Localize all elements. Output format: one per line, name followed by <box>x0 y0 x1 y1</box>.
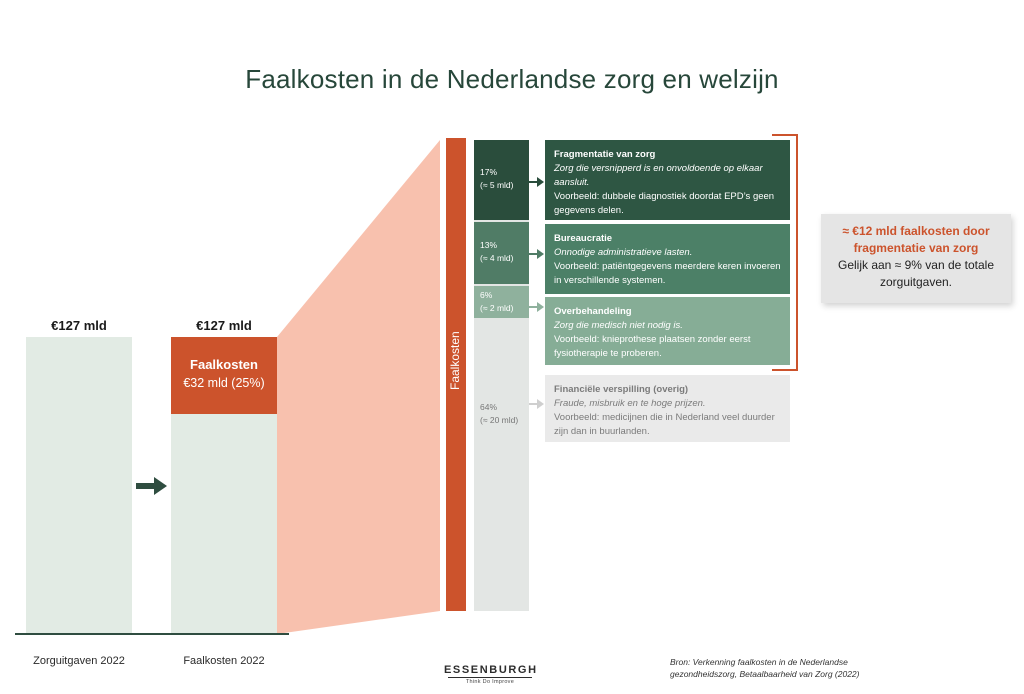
logo-divider <box>448 677 532 678</box>
card-overbehandeling-title: Overbehandeling <box>554 306 632 317</box>
callout-body: Gelijk aan ≈ 9% van de totale zorguitgaven. <box>837 258 994 289</box>
faalkosten-vertical-label: Faalkosten <box>448 331 462 390</box>
segment-bureaucratie-amount: (≈ 4 mld) <box>480 253 514 263</box>
arrow-bureaucratie-icon <box>529 248 545 260</box>
column-1-label: Zorguitgaven 2022 <box>33 655 125 667</box>
segment-overbehandeling-pct: 6% <box>480 290 493 300</box>
faalkosten-highlight-value: €32 mld (25%) <box>183 376 265 390</box>
segment-overig-pct: 64% <box>480 402 498 412</box>
segment-fragmentatie-amount: (≈ 5 mld) <box>480 180 514 190</box>
column-1-total: €127 mld <box>51 318 107 333</box>
segment-overbehandeling-amount: (≈ 2 mld) <box>480 303 514 313</box>
segment-bureaucratie <box>474 222 529 284</box>
card-overbehandeling-description: Zorg die medisch niet nodig is. <box>554 320 683 331</box>
card-bureaucratie <box>545 224 790 294</box>
column-2-label: Faalkosten 2022 <box>183 655 265 667</box>
logo-tagline: Think Do Improve <box>465 679 515 685</box>
arrow-overbehandeling-icon <box>529 301 545 313</box>
baseline <box>15 633 289 635</box>
segment-bureaucratie-pct: 13% <box>480 240 498 250</box>
column-1-bar <box>26 337 132 633</box>
segment-overig <box>474 395 529 435</box>
essenburgh-logo <box>444 664 536 685</box>
bracket-icon <box>770 134 798 372</box>
segment-overig-amount: (≈ 20 mld) <box>480 415 519 425</box>
faalkosten-highlight <box>171 337 277 414</box>
card-overig-title: Financiële verspilling (overig) <box>554 384 689 395</box>
segment-overbehandeling <box>474 286 529 318</box>
card-overbehandeling-example: Voorbeeld: knieprothese plaatsen zonder eerst fysiotherapie te proberen. <box>554 334 751 359</box>
card-fragmentatie-title: Fragmentatie van zorg <box>554 149 656 160</box>
card-bureaucratie-description: Onnodige administratieve lasten. <box>554 247 693 258</box>
arrow-right-icon <box>136 477 168 495</box>
arrow-fragmentatie-icon <box>529 176 545 188</box>
card-fragmentatie-description: Zorg die versnipperd is en onvoldoende op elkaar aansluit. <box>554 163 763 188</box>
segment-fragmentatie <box>474 140 529 220</box>
card-fragmentatie <box>545 140 790 220</box>
card-bureaucratie-title: Bureaucratie <box>554 233 613 244</box>
card-fragmentatie-example: Voorbeeld: dubbele diagnostiek doordat EPD’s geen gegevens delen. <box>554 191 775 216</box>
fragmentatie-callout <box>821 214 1011 303</box>
card-bureaucratie-example: Voorbeeld: patiëntgegevens meerdere keren invoeren in verschillende systemen. <box>554 261 781 286</box>
card-overbehandeling <box>545 297 790 365</box>
faalkosten-highlight-label: Faalkosten <box>190 357 258 372</box>
column-2-total: €127 mld <box>196 318 252 333</box>
card-overig-example: Voorbeeld: medicijnen die in Nederland veel duurder zijn dan in buurlanden. <box>554 412 775 437</box>
source-note: Bron: Verkenning faalkosten in de Nederlandse gezondheidszorg, Betaalbaarheid van Zorg (2022) <box>670 657 860 679</box>
card-overig <box>545 375 790 442</box>
segment-fragmentatie-pct: 17% <box>480 167 498 177</box>
logo-name: ESSENBURGH <box>444 664 538 676</box>
arrow-overig-icon <box>529 398 545 410</box>
card-overig-description: Fraude, misbruik en te hoge prijzen. <box>554 398 706 409</box>
callout-headline: ≈ €12 mld faalkosten door fragmentatie van zorg <box>842 224 990 255</box>
page-title: Faalkosten in de Nederlandse zorg en welzijn <box>245 64 779 94</box>
